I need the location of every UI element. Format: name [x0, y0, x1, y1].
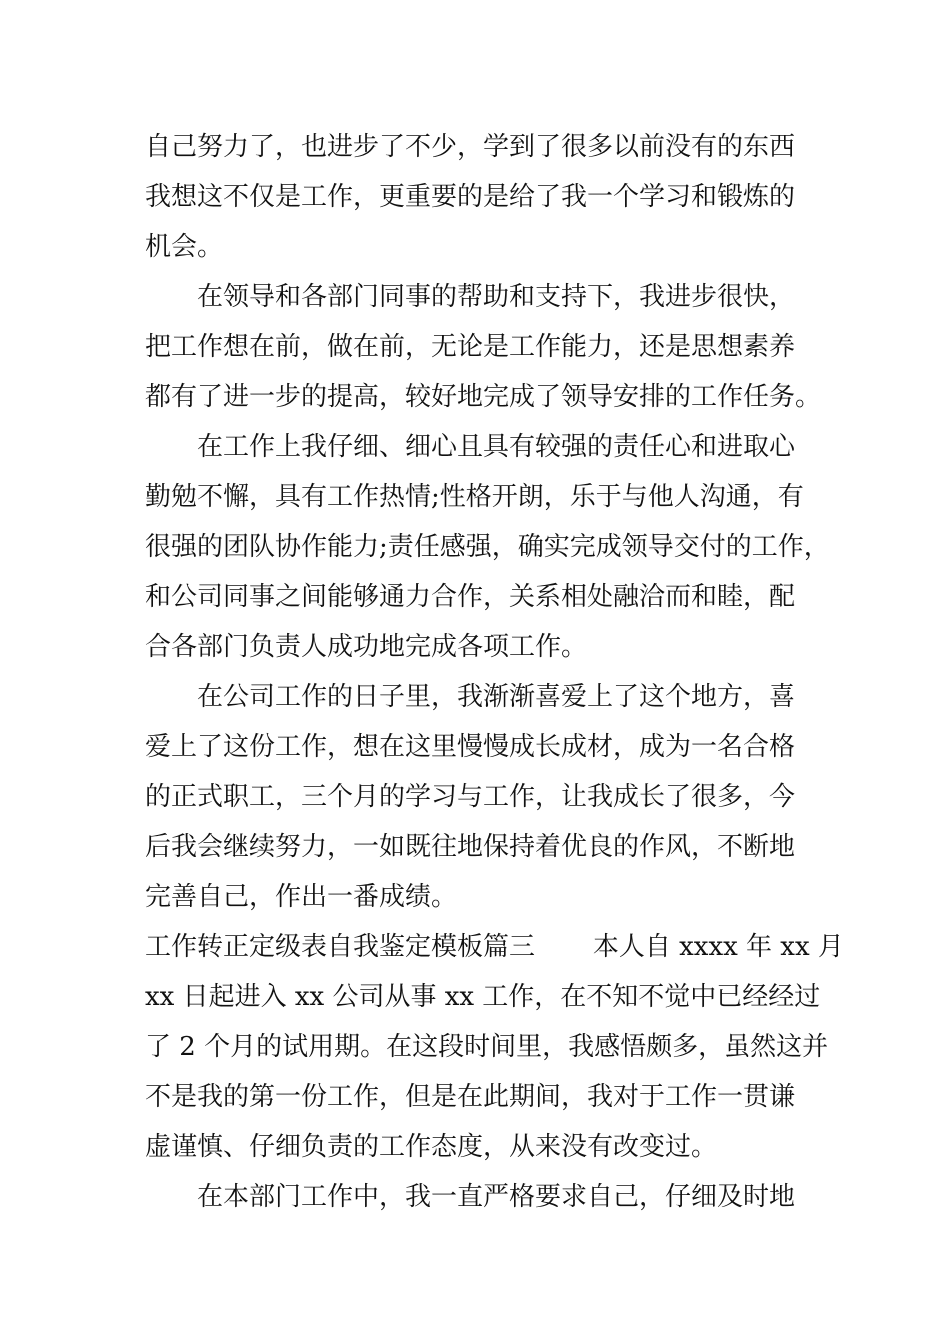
- text-line: 勤勉不懈，具有工作热情;性格开朗，乐于与他人沟通，有: [145, 482, 804, 512]
- text-line: 在公司工作的日子里，我渐渐喜爱上了这个地方，喜: [197, 682, 796, 712]
- text-line: 我想这不仅是工作，更重要的是给了我一个学习和锻炼的: [145, 182, 796, 212]
- text-line: 合各部门负责人成功地完成各项工作。: [145, 632, 588, 662]
- text-line: 把工作想在前，做在前，无论是工作能力，还是思想素养: [145, 332, 796, 362]
- text-line: 了 2 个月的试用期。在这段时间里，我感悟颇多，虽然这并: [145, 1032, 829, 1062]
- text-line: 很强的团队协作能力;责任感强，确实完成领导交付的工作，: [145, 532, 830, 562]
- section-heading-line: 工作转正定级表自我鉴定模板篇三 本人自 xxxx 年 xx 月: [145, 932, 844, 962]
- text-line: 完善自己，作出一番成绩。: [145, 882, 458, 912]
- text-line: 爱上了这份工作，想在这里慢慢成长成材，成为一名合格: [145, 732, 796, 762]
- text-line: xx 日起进入 xx 公司从事 xx 工作，在不知不觉中已经经过: [145, 982, 821, 1012]
- text-line: 在领导和各部门同事的帮助和支持下，我进步很快，: [197, 282, 796, 312]
- text-line: 机会。: [145, 232, 224, 262]
- text-line: 虚谨慎、仔细负责的工作态度，从来没有改变过。: [145, 1132, 718, 1162]
- text-line: 和公司同事之间能够通力合作，关系相处融洽而和睦，配: [145, 582, 796, 612]
- text-line: 后我会继续努力，一如既往地保持着优良的作风，不断地: [145, 832, 796, 862]
- document-body: [145, 122, 844, 1222]
- text-line: 自己努力了，也进步了不少，学到了很多以前没有的东西: [145, 132, 796, 162]
- text-line: 在本部门工作中，我一直严格要求自己，仔细及时地: [197, 1182, 796, 1212]
- text-line: 都有了进一步的提高，较好地完成了领导安排的工作任务。: [145, 382, 822, 412]
- text-line: 不是我的第一份工作，但是在此期间，我对于工作一贯谦: [145, 1082, 796, 1112]
- text-line: 在工作上我仔细、细心且具有较强的责任心和进取心: [197, 432, 796, 462]
- text-line: 的正式职工，三个月的学习与工作，让我成长了很多，今: [145, 782, 796, 812]
